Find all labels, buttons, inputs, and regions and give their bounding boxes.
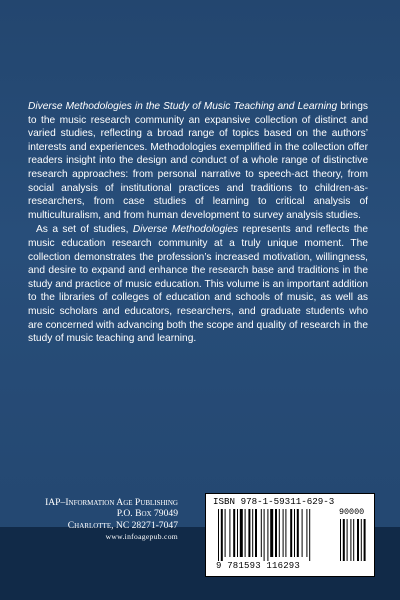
publisher-city: Charlotte, NC 28271-7047 (67, 519, 178, 531)
barcode-bar (285, 509, 286, 557)
barcode-bar (264, 509, 265, 561)
barcode-bar (261, 509, 262, 557)
blurb-paragraph-2-lead: As a set of studies, (36, 224, 129, 236)
barcode-bar (218, 509, 219, 561)
barcode-bar (221, 509, 223, 561)
addon-bar (353, 519, 354, 561)
addon-bar (343, 519, 345, 561)
barcode-bar (233, 509, 235, 557)
barcode-bar (267, 509, 268, 561)
barcode-bar (297, 509, 299, 557)
addon-bar (340, 519, 341, 561)
short-title: Diverse Methodologies (132, 224, 239, 236)
ean-digits: 9 781593 116293 (216, 561, 301, 571)
barcode-bar (279, 509, 280, 557)
addon-bar (361, 519, 362, 561)
barcode-bar (252, 509, 253, 557)
addon-bar (350, 519, 351, 561)
publisher-name: IAP–Information Age Publishing (45, 497, 178, 508)
barcode-bar (290, 509, 292, 557)
barcode-bar (283, 509, 284, 557)
barcode-bar (240, 509, 243, 557)
barcode-bar (255, 509, 257, 557)
blurb-paragraph-2 (28, 223, 368, 345)
barcode-bars (216, 509, 366, 561)
addon-bar (364, 519, 366, 561)
back-cover-blurb (28, 100, 368, 346)
barcode-bar (237, 509, 238, 557)
publisher-website: www.infoagepub.com (105, 532, 178, 542)
price-addon-digits: 90000 (339, 507, 365, 517)
blurb-paragraph-1-text: brings to the music research community an expansive collection of distinct and varied studies, reflecting a broad range of topics based on the authors’ interests and experiences. Methodologies exemplified in the collection offer readers insight into the design and conduct of a whole range of distinctive research approaches: from personal narrative to speech-act theory, from social analysis of institutional practices and traditions to children-as-researchers, from case studies of learning to critical analysis of multiculturalism, and from human development to survey analysis studies. (28, 101, 368, 221)
blurb-paragraph-1 (28, 100, 368, 222)
barcode-bar (270, 509, 273, 557)
addon-bar (347, 519, 348, 561)
book-title: Diverse Methodologies in the Study of Music Teaching and Learning (28, 101, 338, 112)
isbn-number: ISBN 978-1-59311-629-3 (213, 496, 335, 507)
publisher-info (45, 497, 178, 543)
publisher-po-box: P.O. Box 79049 (116, 508, 178, 520)
barcode-bar (225, 509, 226, 557)
barcode-bar (309, 509, 310, 561)
barcode-bar (275, 509, 277, 557)
barcode-bar (245, 509, 246, 557)
barcode-bar (302, 509, 303, 557)
barcode-bar (294, 509, 295, 557)
barcode-bar (306, 509, 307, 557)
barcode-bar (229, 509, 230, 557)
blurb-paragraph-2-text: represents and reflects the music education research community at a truly unique moment. The collection demonstrates the profession’s increased motivation, willingness, and desire to expand and enhance the research base and traditions in the study and practice of music education. This volume is an important addition to the libraries of colleges of education and schools of music, as well as music scholars and educators, researchers, and graduate students who are concerned with advancing both the scope and quality of research in the study of music teaching and learning. (28, 224, 368, 345)
barcode-bar (248, 509, 250, 557)
addon-bar (357, 519, 359, 561)
isbn-barcode (205, 493, 375, 577)
